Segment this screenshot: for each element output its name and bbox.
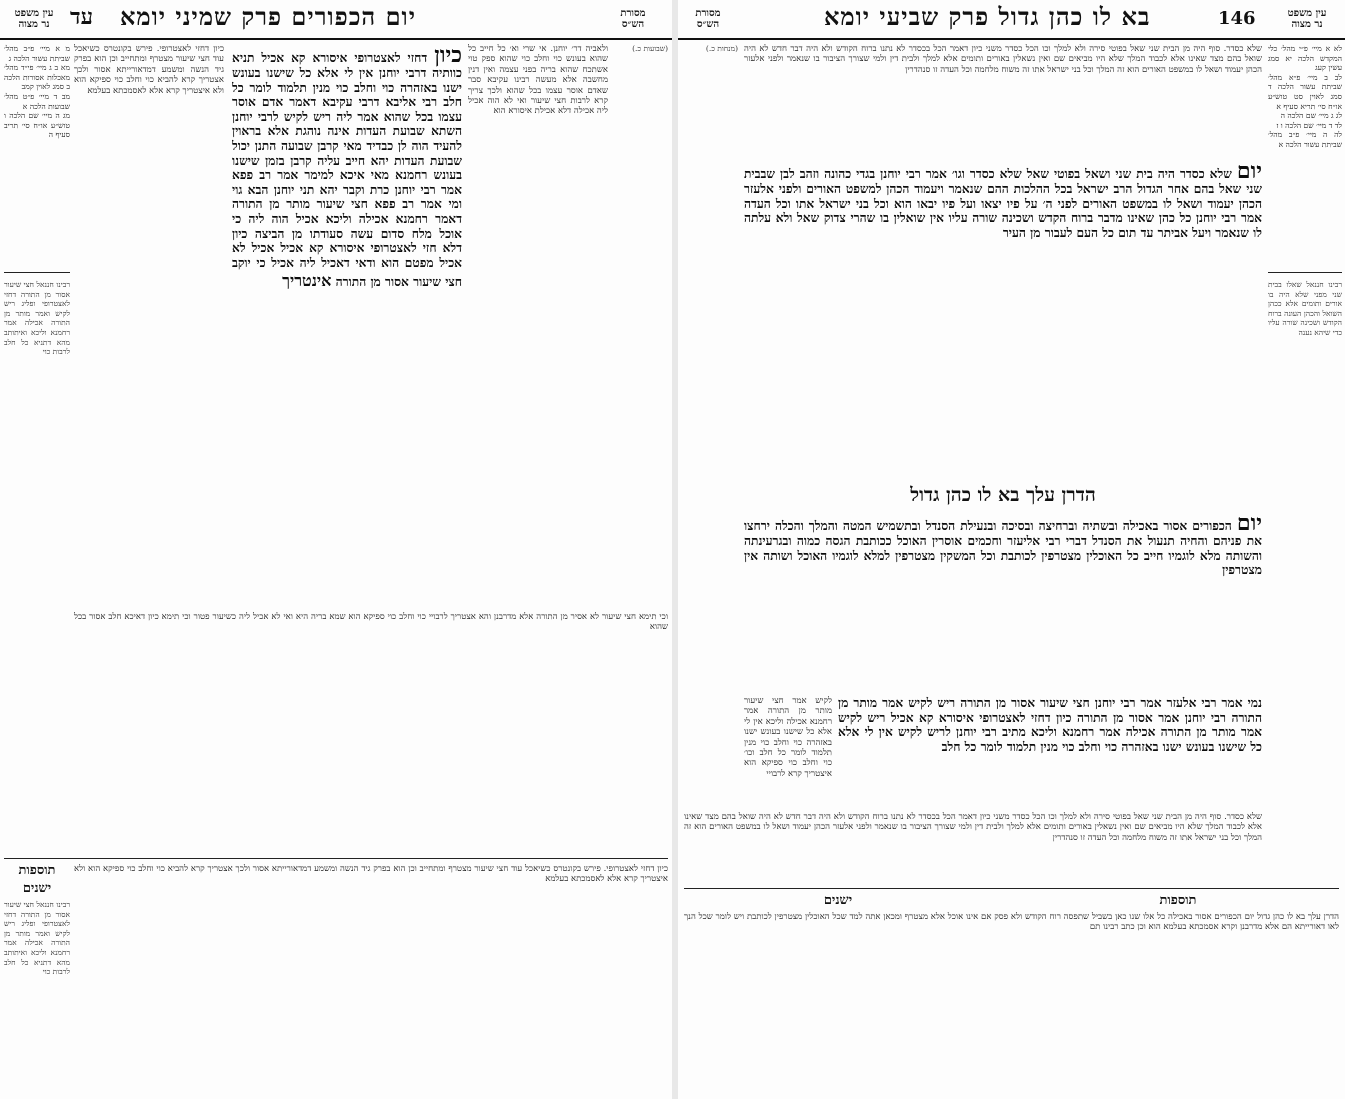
left-rashi-column: ולאביה דר׳ יוחנן. אי שרי וא׳ כל חייב כל שהוא בעונש כוי וחלב כוי שהוא ספק טוי אשתכח שהוא בריה בפני עצמה ואין דנין מחשבה אלא מעשה רבינו עקיבא סבר שאדם אוסר עצמו בכל שהוא ולכך צריך קרא לרבות חצי שיעור ואי לא הוה אכיל ליה אכילה דלא אכילת איסורא הוא [468, 44, 608, 117]
right-masoret-column: (מנחות כ.) [705, 44, 738, 53]
left-gemara-lead-word-2: אינטריך [282, 271, 332, 291]
right-rashi-top: שלא כסדר. סוף היה מן הבית שני שאל בפוטי סירה ולא למלך וכו הכל כסדר משני כיון דאמר הכל בכסדר לא נתנו ברוח הקודש ולא היה דבר חדש לא היה שואל בהם מצד שאינו אלא לכבוד המלך שלא היו מביאים שם ואין נשאלין באורים ותומים אלא למלך ולבית דין ולמי שצורך הציבור בו שנאמר ולפני אלעזר הכהן יעמוד ושאל לו במשפט האורים הוא זה המלך וכל בני ישראל אתו זה משוח מלחמה וכל העדה זו סנהדרין [744, 44, 1262, 75]
right-ein-mishpat: לא א מיי׳ פ״י מהל׳ כלי המקדש הלכה יא סמג עשין קעג לב ב מיי׳ פ״א מהל׳ שביתת עשור הלכה ד סמג לאוין סט טוש״ע או״ח סי׳ תריא סעיף א לג ג מיי׳ שם הלכה ה לד ד מיי׳ שם הלכה ו ז לה ה מיי׳ פ״ב מהל׳ שביתת עשור הלכה א [1268, 44, 1342, 149]
left-gemara-text-2: אמר רבי יוחנן כרת וקבר יהא תני יוחנן הבא גוי ומי אמר רב פפא חצי שיעור מותר מן התורה דאמר רחמנא אכילה וליכא אכיל הוה ליה כי אוכל מלח סדום עשה סעודתו מן הביצה כיון דלא חזי לאצטרופי איסורא קא אכיל אכיל לא אכיל מפטם הוא ודאי דאכיל ליה אכיל כי יוקב חצי שיעור אסור מן התורה [232, 182, 462, 290]
divider [684, 888, 1339, 889]
right-mishna-lead-word: יום [1236, 512, 1262, 536]
right-gemara-text: שלא כסדר היה בית שני ושאל בפוטי שאל שלא כסדר וגו׳ אמר רבי יוחנן בגדי כהונה וזהב לבן שבבית שני שאל בהם אחר הגדול הרב ישראל בכל ההלכות ההם שנאמר ויעמוד הכהן למשפט האורים ולפני אלעזר הכהן יעמוד ושאל לו במשפט האורים לפני ה׳ על פיו יצאו ועל פיו יבאו הוא וכל בני ישראל אתו וכל העדה אמר רבי יוחנן כל כהן שאינו מדבר ברוח הקדש ושכינה שורה עליו אין שואלין בו שהרי צדוק שאל ולא עלתה לו שנאמר ויעל אביתר עד תום כל העם לעבור מן העיר [744, 167, 1262, 240]
left-gemara-text: דחזי לאצטרופי איסורא קא אכיל תניא כוותיה דרבי יוחנן אין לי אלא כל שישנו בעונש ישנו באזהרה כוי וחלב כוי מנין תלמוד לומר כל חלב רבי אליבא דרבי עקיבא דאמר אדם אוסר עצמו בכל שהוא אמר ליה ריש לקיש לרבי יוחנן השתא שבועת העדות אינה נוהגת אלא בראוין להעיד הוה לן כבדיד מאי קרבן שבועה התנן יכול שבועת העדות יהא חייב עליה קרבן בזמן שישנו בעונש רחמנא מאי איכא למימר אמר רב פפא [232, 51, 462, 183]
right-page-number: 146 [1218, 8, 1256, 29]
left-page-number: עד [70, 4, 94, 30]
right-tosafot-body: הדרן עלך בא לו כהן גדול יום הכפורים אסור באכילה כל אלו שנו כאן בשביל שתפסה רוח הקודש ולא פסק אם אינו אוכל אלא מצטרף ומכאן אתה למד שכל האוכלין מצטרפין לכותבת ויש לומר שכל הנך לאו דאורייתא הם אלא מדרבנן וקרא אסמכתא בעלמא הוא וכן כתב רבינו תם [684, 912, 1339, 933]
right-gemara-main [744, 160, 1262, 480]
left-ein-mishpat: מ א מיי׳ פ״ב מהל׳ שביתת עשור הלכה ג מא ב ג מיי׳ פי״ד מהל׳ מאכלות אסורות הלכה ב סמג לאוין קמב מב ד מיי׳ פ״ט מהל׳ שבועות הלכה א מג ה מיי׳ שם הלכה ו טוש״ע או״ח סי׳ תריב סעיף ה [4, 44, 70, 140]
left-gemara-main [232, 44, 462, 604]
divider [1268, 272, 1342, 273]
right-gemara-second: נמי אמר רבי אלעזר אמר רבי יוחנן חצי שיעור אסור מן התורה ריש לקיש אמר מותר מן התורה רבי יוחנן אמר אסור מן התורה כיון דחזי לאצטרופי איסורא קא אכיל ריש לקיש אמר מותר מן התורה אכילה אמר רחמנא וליכא מתיב רבי יוחנן לריש לקיש אין לי אלא כל שישנו בעונש ישנו באזהרה כוי וחלב כוי מנין תלמוד לומר כל חלב [838, 696, 1262, 754]
right-rabbeinu-chananel: רבינו חננאל שאלו בבית שני מפני שלא היה בו אורים ותומים אלא ככהן השואל והכהן העונה ברוח הקודש ושכינה שורה עליו כדי שיהא נענה [1268, 280, 1342, 337]
right-gemara-lead-word: יום [1236, 160, 1262, 184]
page-gutter [672, 0, 678, 1099]
left-masoret-column: (שבועות כ.) [632, 44, 668, 53]
right-page [678, 0, 1345, 1099]
right-yeshanim-header: ישנים [823, 893, 853, 908]
right-masoret-label: מסורת הש״ס [695, 8, 721, 30]
left-tosafot-header: תוספות [18, 863, 56, 878]
divider [4, 858, 668, 859]
left-yeshanim-column: רבינו חננאל חצי שיעור אסור מן התורה דחזי לאצטרופי ופליג ריש לקיש ואמר מותר מן התורה אכילה אמר רחמנא וליכא ואיתותב מהא דתניא כל חלב לרבות כוי [4, 900, 70, 977]
left-rabbeinu-chananel: רבינו חננאל חצי שיעור אסור מן התורה דחזי לאצטרופי ופליג ריש לקיש ואמר מותר מן התורה אכילה אמר רחמנא וליכא ואיתותב מהא דתניא כל חלב לרבות כוי [4, 280, 70, 357]
right-rashi-side: לקיש אמר חצי שיעור מותר מן התורה אמר רחמנא אכילה וליכא אין לי אלא כל שישנו בעונש ישנו באזהרה כוי וחלב כוי מנין תלמוד לומר כל חלב וכו׳ כוי וחלב כוי ספיקא הוא איצטריך קרא לרבויי [744, 696, 832, 779]
left-page [0, 0, 672, 1099]
left-yeshanim-header: ישנים [22, 881, 52, 896]
left-gemara-lead-word: כיון [434, 44, 462, 68]
left-page-title: יום הכפורים פרק שמיני יומא [120, 2, 416, 31]
left-tosafot-bottom: כיון דחזי לאצטרופי. פירש בקונטרס כשיאכל עוד חצי שיעור מצטרף ומתחייב וכן הוא בפרק גיד הנשה ומשמע דמדאורייתא אסור ולכך אצטריך קרא להביא כוי וחלב כוי ספיקא הוא ולא איצטריך קרא אלא לאסמכתא בעלמא [74, 864, 668, 885]
left-rashi-bottom: וכי תימא חצי שיעור לא אסיר מן התורה אלא מדרבנן והא אצטריך לרבויי כוי וחלב כוי ספיקא הוא שמא בריה היא ואי לא אכיל ליה כשיעור פטור וכי תימא כיון דאיכא חלב אסור בכל שהוא [74, 612, 668, 633]
right-hadran: הדרן עלך בא לו כהן גדול [910, 484, 1096, 506]
right-rashi-bottom: שלא כסדר. סוף היה מן הבית שני שאל בפוטי סירה ולא למלך וכו הכל כסדר משני כיון דאמר הכל בכסדר לא נתנו ברוח הקודש ולא היה דבר חדש לא היה שואל בהם מצד שאינו אלא לכבוד המלך שלא היו מביאים שם ואין נשאלין באורים ותומים אלא למלך ולבית דין ולמי שצורך הציבור בו שנאמר ולפני אלעזר הכהן יעמוד ושאל לו במשפט האורים הוא זה המלך וכל בני ישראל אתו זה משוח מלחמה וכל העדה זו סנהדרין [684, 812, 1262, 843]
right-page-title: בא לו כהן גדול פרק שביעי יומא [824, 2, 1151, 31]
left-tosafot-column: כיון דחזי לאצטרופי. פירש בקונטרס כשיאכל עוד חצי שיעור מצטרף ומתחייב וכן הוא בפרק גיד הנשה ומשמע דמדאורייתא אסור ולכך אצטריך קרא להביא כוי וחלב כוי ספיקא הוא ולא איצטריך קרא אלא לאסמכתא בעלמא [74, 44, 224, 96]
left-masoret-label: מסורת הש״ס [620, 8, 646, 30]
divider [4, 272, 70, 273]
right-mishna [744, 512, 1262, 692]
right-ein-mishpat-label: עין משפט נר מצוה [1287, 8, 1327, 30]
left-ein-mishpat-label: עין משפט נר מצוה [14, 8, 54, 30]
right-mishna-text: הכפורים אסור באכילה ובשתיה וברחיצה ובסיכה ובנעילת הסנדל ובתשמיש המטה והמלך והכלה ירחצו את פניהם והחיה תנעול את הסנדל דברי רבי אליעזר וחכמים אוסרין האוכל ככותבת הגסה כמוה ובגרעינתה והשותה מלא לוגמיו חייב כל האוכלין מצטרפין לכותבת וכל המשקין מצטרפין למלא לוגמיו האוכל ושותה אין מצטרפין [744, 519, 1262, 578]
right-tosafot-header: תוספות [1159, 893, 1197, 908]
